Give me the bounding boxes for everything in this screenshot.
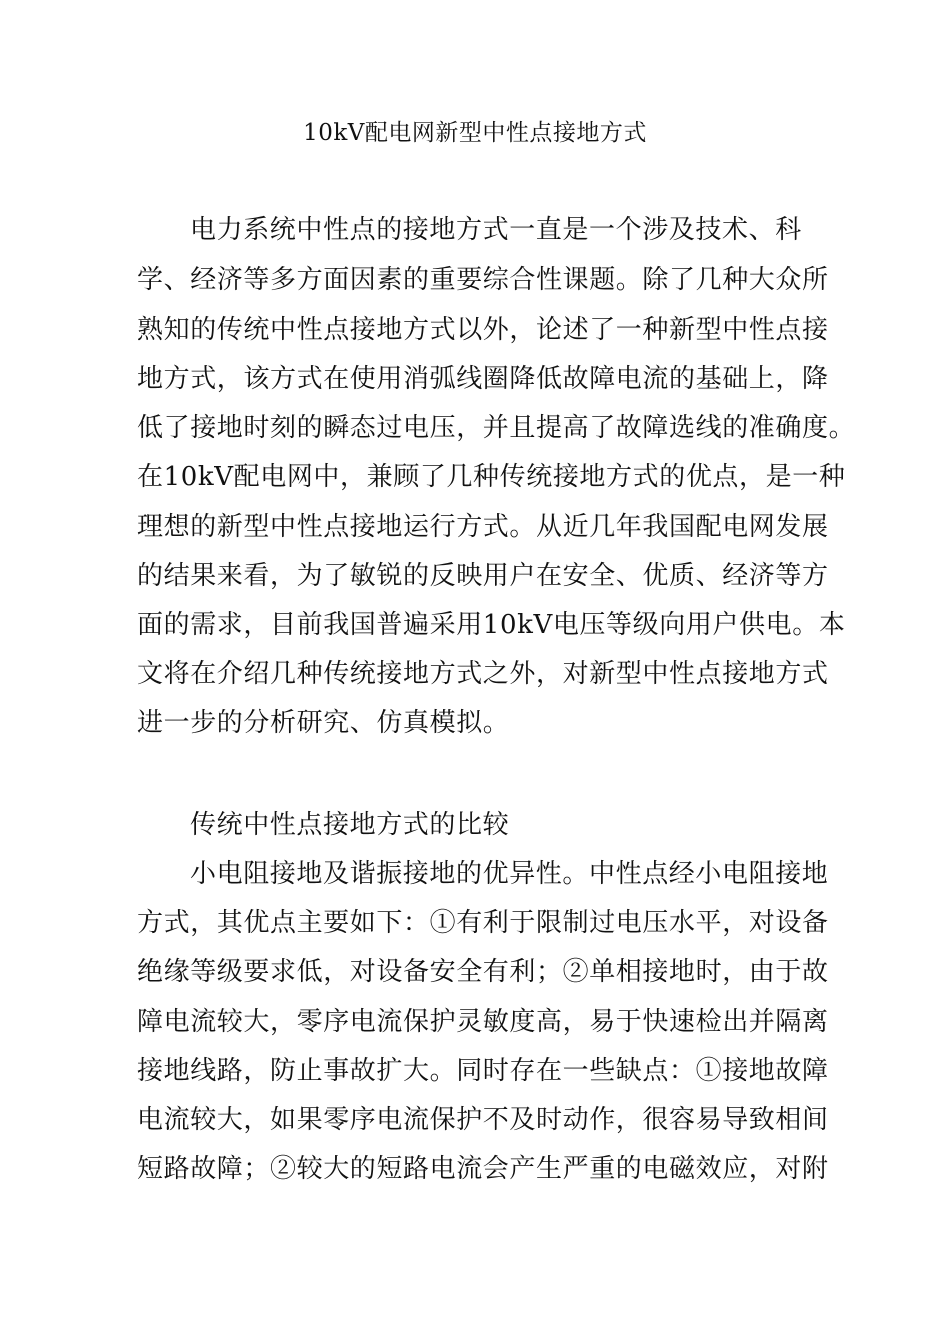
paragraph-line: 障电流较大，零序电流保护灵敏度高，易于快速检出并隔离 bbox=[137, 1007, 829, 1037]
paragraph-line: 文将在介绍几种传统接地方式之外，对新型中性点接地方式 bbox=[137, 659, 829, 689]
section-heading: 传统中性点接地方式的比较 bbox=[190, 810, 510, 840]
paragraph-line: 在10kV配电网中，兼顾了几种传统接地方式的优点，是一种 bbox=[137, 462, 846, 492]
paragraph-line: 短路故障；②较大的短路电流会产生严重的电磁效应，对附 bbox=[137, 1154, 829, 1184]
paragraph-line: 绝缘等级要求低，对设备安全有利；②单相接地时，由于故 bbox=[137, 957, 829, 987]
paragraph-line: 地方式，该方式在使用消弧线圈降低故障电流的基础上，降 bbox=[137, 364, 829, 394]
paragraph-line: 面的需求，目前我国普遍采用10kV电压等级向用户供电。本 bbox=[137, 610, 846, 640]
paragraph-line: 学、经济等多方面因素的重要综合性课题。除了几种大众所 bbox=[137, 265, 829, 295]
paragraph-line: 小电阻接地及谐振接地的优异性。中性点经小电阻接地 bbox=[190, 859, 829, 889]
paragraph-line: 方式，其优点主要如下：①有利于限制过电压水平，对设备 bbox=[137, 908, 829, 938]
paragraph-line: 熟知的传统中性点接地方式以外，论述了一种新型中性点接 bbox=[137, 315, 829, 345]
paragraph-line: 的结果来看，为了敏锐的反映用户在安全、优质、经济等方 bbox=[137, 561, 829, 591]
paragraph-line: 进一步的分析研究、仿真模拟。 bbox=[137, 708, 510, 738]
paragraph-line: 电流较大，如果零序电流保护不及时动作，很容易导致相间 bbox=[137, 1105, 829, 1135]
paragraph-line: 电力系统中性点的接地方式一直是一个涉及技术、科 bbox=[190, 215, 802, 245]
paragraph-line: 低了接地时刻的瞬态过电压，并且提高了故障选线的准确度。 bbox=[137, 413, 856, 443]
paragraph-line: 接地线路，防止事故扩大。同时存在一些缺点：①接地故障 bbox=[137, 1056, 829, 1086]
paragraph-line: 理想的新型中性点接地运行方式。从近几年我国配电网发展 bbox=[137, 512, 829, 542]
document-title: 10kV配电网新型中性点接地方式 bbox=[303, 120, 647, 146]
